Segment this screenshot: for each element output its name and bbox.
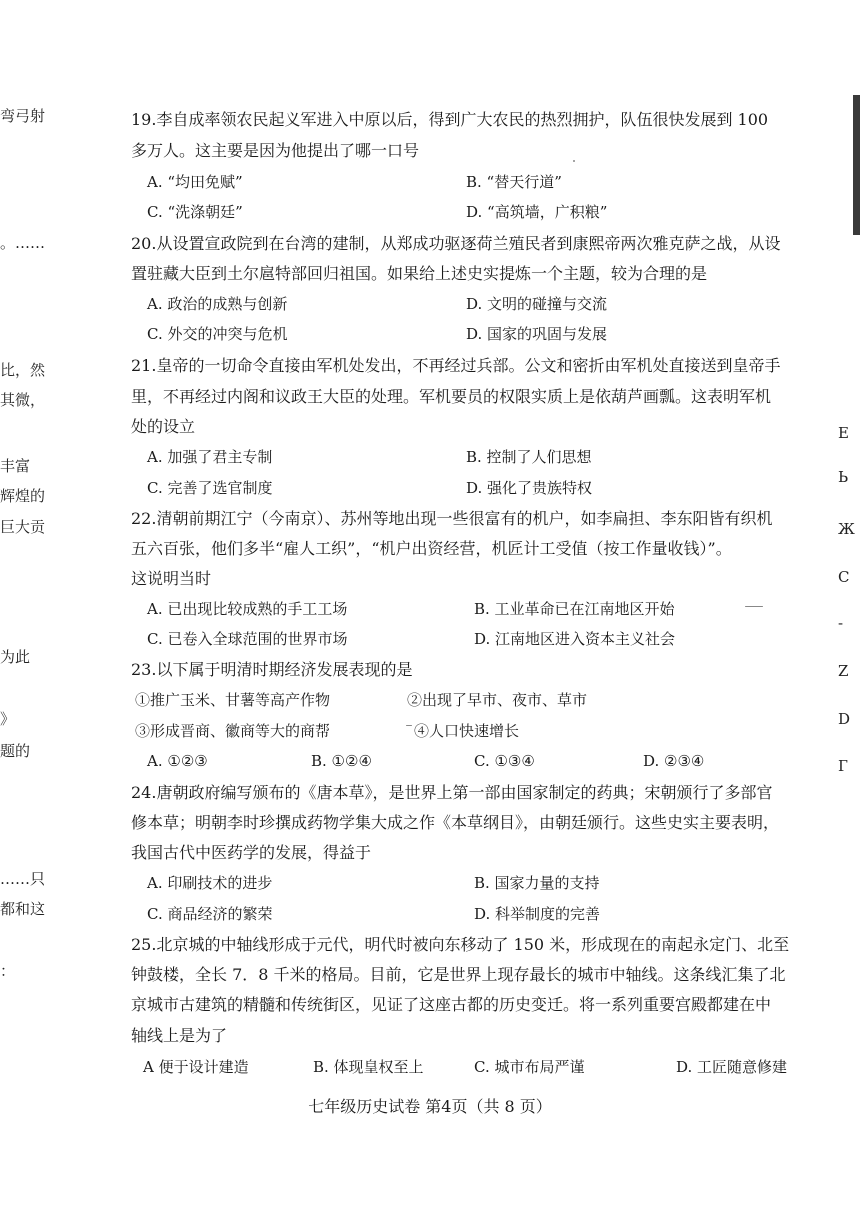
question-25-option-b: B. 体现皇权至上 bbox=[313, 1058, 424, 1076]
right-edge-fragment: - bbox=[838, 614, 844, 632]
question-25-option-a: A 便于设计建造 bbox=[143, 1058, 249, 1076]
question-23-option-b: B. ①②④ bbox=[311, 752, 372, 770]
question-22-stem: 这说明当时 bbox=[131, 569, 212, 588]
left-edge-fragment: 其微， bbox=[0, 391, 46, 409]
question-25-stem: 25.北京城的中轴线形成于元代，明代时被向东移动了 150 米，形成现在的南起永定门、北至 bbox=[131, 935, 790, 954]
question-24-stem: 我国古代中医药学的发展，得益于 bbox=[131, 843, 372, 862]
question-22-option-c: C. 已卷入全球范围的世界市场 bbox=[147, 630, 348, 648]
scan-speck bbox=[745, 606, 763, 607]
question-24-option-c: C. 商品经济的繁荣 bbox=[147, 905, 273, 923]
question-20-option-d: D. 国家的巩固与发展 bbox=[466, 325, 608, 343]
question-20-option-a: A. 政治的成熟与创新 bbox=[147, 295, 288, 313]
left-edge-fragment: 弯弓射 bbox=[0, 107, 46, 125]
question-20-stem: 20.从设置宣政院到在台湾的建制，从郑成功驱逐荷兰殖民者到康熙帝两次雅克萨之战，从设 bbox=[131, 234, 781, 253]
question-20-option-b: D. 文明的碰撞与交流 bbox=[466, 295, 608, 313]
left-edge-fragment: 比，然 bbox=[0, 361, 46, 379]
question-24-option-d: D. 科举制度的完善 bbox=[474, 905, 601, 923]
page-footer: 七年级历史试卷 第4页（共 8 页） bbox=[308, 1097, 552, 1116]
question-22-option-a: A. 已出现比较成熟的手工工场 bbox=[147, 600, 348, 618]
question-19-option-a: A. “均田免赋” bbox=[147, 173, 243, 191]
right-edge-fragment: Ь bbox=[838, 468, 849, 486]
question-24-option-b: B. 国家力量的支持 bbox=[474, 874, 600, 892]
question-21-stem: 里，不再经过内阁和议政王大臣的处理。军机要员的权限实质上是依葫芦画瓢。这表明军机 bbox=[131, 387, 772, 406]
question-24-stem: 修本草；明朝李时珍撰成药物学集大成之作《本草纲目》，由朝廷颁行。这些史实主要表明， bbox=[131, 813, 780, 832]
left-edge-fragment: 》 bbox=[0, 710, 16, 728]
question-19-option-d: D. “高筑墙，广积粮” bbox=[466, 203, 608, 221]
question-25-stem: 轴线上是为了 bbox=[131, 1026, 228, 1045]
left-edge-fragment: ： bbox=[0, 962, 16, 980]
right-edge-fragment: Ж bbox=[838, 520, 855, 538]
question-22-stem: 五六百张，他们多半“雇人工织”，“机户出资经营，机匠计工受值（按工作量收钱）”。 bbox=[131, 539, 732, 558]
left-edge-fragment: 巨大贡 bbox=[0, 518, 46, 536]
right-edge-fragment: Г bbox=[838, 757, 848, 775]
scan-edge-shadow bbox=[853, 95, 860, 235]
left-edge-fragment: 。…… bbox=[0, 234, 46, 252]
question-21-option-b: B. 控制了人们思想 bbox=[466, 448, 592, 466]
question-25-stem: 钟鼓楼，全长 7．8 千米的格局。目前，它是世界上现存最长的城市中轴线。这条线汇集了北 bbox=[131, 965, 786, 984]
question-22-option-d: D. 江南地区进入资本主义社会 bbox=[474, 630, 676, 648]
right-edge-fragment: D bbox=[838, 710, 851, 728]
question-23-item-4: ④人口快速增长 bbox=[414, 722, 520, 740]
question-19-option-b: B. “替天行道” bbox=[466, 173, 562, 191]
question-24-stem: 24.唐朝政府编写颁布的《唐本草》，是世界上第一部由国家制定的药典；宋朝颁行了多部官 bbox=[131, 783, 773, 802]
left-edge-fragment: 为此 bbox=[0, 648, 31, 666]
question-24-option-a: A. 印刷技术的进步 bbox=[147, 874, 273, 892]
question-23-item-3: ③形成晋商、徽商等大的商帮 bbox=[135, 722, 331, 740]
left-edge-fragment: 都和这 bbox=[0, 900, 46, 918]
question-21-stem: 21.皇帝的一切命令直接由军机处发出，不再经过兵部。公文和密折由军机处直接送到皇帝手 bbox=[131, 356, 781, 375]
right-edge-fragment: Z bbox=[838, 662, 849, 680]
right-edge-fragment: С bbox=[838, 568, 850, 586]
question-21-option-d: D. 强化了贵族特权 bbox=[466, 479, 593, 497]
left-edge-fragment: 辉煌的 bbox=[0, 487, 46, 505]
question-23-option-a: A. ①②③ bbox=[147, 752, 208, 770]
right-edge-fragment: Е bbox=[838, 424, 849, 442]
left-edge-fragment: 题的 bbox=[0, 742, 31, 760]
scan-speck bbox=[406, 725, 412, 726]
question-22-stem: 22.清朝前期江宁（今南京）、苏州等地出现一些很富有的机户，如李扁担、李东阳皆有织机 bbox=[131, 509, 773, 528]
question-19-stem: 19.李自成率领农民起义军进入中原以后，得到广大农民的热烈拥护，队伍很快发展到 100 bbox=[131, 110, 769, 129]
left-edge-fragment: 丰富 bbox=[0, 457, 31, 475]
question-20-option-c: C. 外交的冲突与危机 bbox=[147, 325, 288, 343]
question-19-option-c: C. “洗涤朝廷” bbox=[147, 203, 243, 221]
question-21-stem: 处的设立 bbox=[131, 417, 196, 436]
question-23-stem: 23.以下属于明清时期经济发展表现的是 bbox=[131, 660, 413, 679]
question-20-stem: 置驻藏大臣到土尔扈特部回归祖国。如果给上述史实提炼一个主题，较为合理的是 bbox=[131, 264, 708, 283]
question-23-item-1: ①推广玉米、甘薯等高产作物 bbox=[135, 691, 331, 709]
question-21-option-c: C. 完善了选官制度 bbox=[147, 479, 273, 497]
question-19-stem: 多万人。这主要是因为他提出了哪一口号 bbox=[131, 141, 420, 160]
question-25-option-c: C. 城市布局严谨 bbox=[474, 1058, 585, 1076]
left-edge-fragment: ……只 bbox=[0, 870, 46, 888]
question-23-item-2: ②出现了早市、夜市、草市 bbox=[407, 691, 588, 709]
question-23-option-c: C. ①③④ bbox=[474, 752, 535, 770]
question-22-option-b: B. 工业革命已在江南地区开始 bbox=[474, 600, 675, 618]
question-21-option-a: A. 加强了君主专制 bbox=[147, 448, 273, 466]
question-25-option-d: D. 工匠随意修建 bbox=[676, 1058, 788, 1076]
question-25-stem: 京城市古建筑的精髓和传统街区，见证了这座古都的历史变迁。将一系列重要宫殿都建在中 bbox=[131, 995, 772, 1014]
question-23-option-d: D. ②③④ bbox=[643, 752, 705, 770]
